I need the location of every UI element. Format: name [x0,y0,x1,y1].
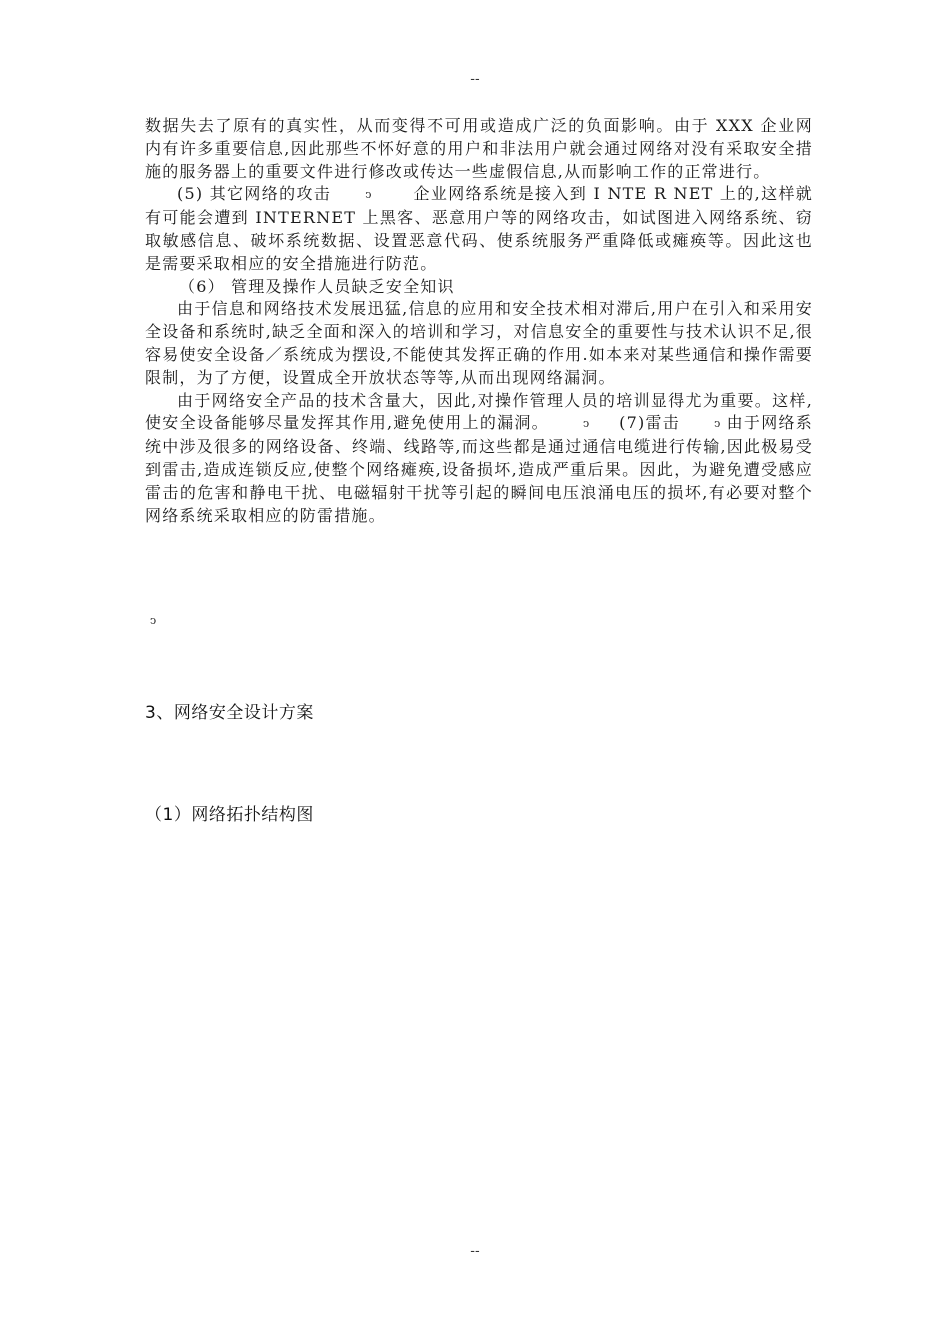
paragraph-training-lightning [145,390,813,528]
paragraph-mark-icon: ↄ [365,188,372,202]
paragraph-management-knowledge: 由于信息和网络技术发展迅猛,信息的应用和安全技术相对滞后,用户在引入和采用安全设备和系统时,缺乏全面和深入的培训和学习，对信息安全的重要性与技术认识不足,很容易使安全设备／系统成为摆设,不能使其发挥正确的作用.如本来对某些通信和操作需要限制，为了方便，设置成全开放状态等等,从而出现网络漏洞。 [145,299,813,387]
paragraph-item-6-heading: （6） 管理及操作人员缺乏安全知识 [179,276,455,296]
paragraph-data-integrity: 数据失去了原有的真实性，从而变得不可用或造成广泛的负面影响。由于 XXX 企业网内有许多重要信息,因此那些不怀好意的用户和非法用户就会通过网络对没有采取安全措施的服务器上的重要文件进行修改或传达一些虚假信息,从而影响工作的正常进行。 [145,116,813,181]
paragraph-network-attack [145,183,813,275]
section-heading: 3、网络安全设计方案 [145,703,314,723]
item-body-7: 由于网络系统中涉及很多的网络设备、终端、线路等,而这些都是通过通信电缆进行传输,因此极易受到雷击,造成连锁反应,使整个网络瘫痪,设备损坏,造成严重后果。因此，为避免遭受感应雷击的危害和静电干扰、电磁辐射干扰等引起的瞬间电压浪涌电压的损坏,有必要对整个网络系统采取相应的防雷措施。 [145,413,813,525]
item-label-5: (5) 其它网络的攻击 [177,184,332,204]
document-body [145,115,813,527]
training-text: 由于网络安全产品的技术含量大，因此,对操作管理人员的培训显得尤为重要。这样,使安全设备能够尽量发挥其作用,避免使用上的漏洞。 [145,390,813,433]
paragraph-mark-icon: ↄ [582,417,590,431]
page-marker-bottom: -- [470,1244,480,1259]
item-body-5: 企业网络系统是接入到 I NTE R NET 上的,这样就有可能会遭到 INTERNET 上黑客、恶意用户等的网络攻击，如试图进入网络系统、窃取敏感信息、破坏系统数据、设置恶意代码、使系统服务严重降低或瘫痪等。因此这也是需要采取相应的安全措施进行防范。 [145,184,813,273]
paragraph-mark-icon: ↄ [150,614,157,627]
subsection-heading: （1）网络拓扑结构图 [145,805,314,825]
paragraph-mark-icon: ↄ [714,417,721,431]
page-marker-top: -- [470,72,480,87]
item-label-7: (7)雷击 [619,413,681,433]
